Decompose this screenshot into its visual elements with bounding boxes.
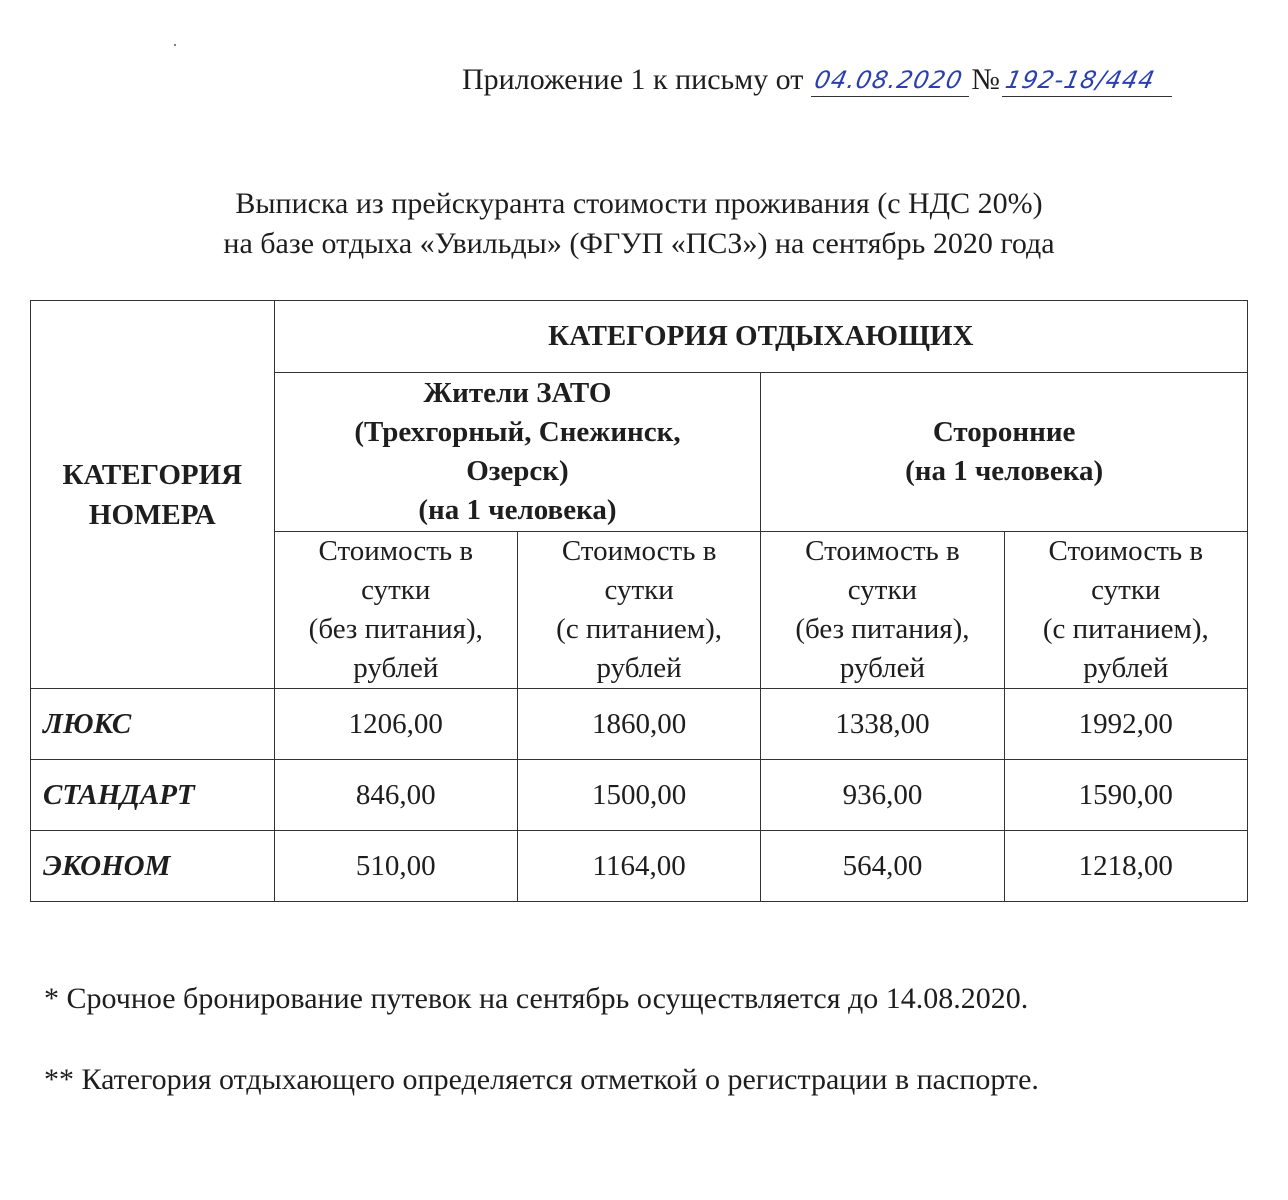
attachment-header	[462, 62, 1174, 97]
letter-number-field	[1002, 62, 1172, 97]
price-cell: 936,00	[761, 760, 1004, 831]
price-cell: 564,00	[761, 831, 1004, 902]
room-name: СТАНДАРТ	[31, 760, 275, 831]
price-cell: 1218,00	[1004, 831, 1247, 902]
price-cell: 1338,00	[761, 689, 1004, 760]
document-title	[0, 184, 1288, 264]
title-line-2: на базе отдыха «Увильды» (ФГУП «ПСЗ») на сентябрь 2020 года	[223, 227, 1055, 260]
room-category-header: КАТЕГОРИЯ НОМЕРА	[31, 301, 275, 689]
price-cell: 846,00	[274, 760, 517, 831]
column-header-zato-no-meals: Стоимость в сутки (без питания), рублей	[274, 532, 517, 689]
column-header-outsiders-no-meals: Стоимость в сутки (без питания), рублей	[761, 532, 1004, 689]
guest-category-header: КАТЕГОРИЯ ОТДЫХАЮЩИХ	[274, 301, 1247, 373]
category-note: ** Категория отдыхающего определяется отметкой о регистрации в паспорте.	[44, 1063, 1039, 1096]
letter-date-field	[811, 62, 969, 97]
group-outsiders: Сторонние (на 1 человека)	[761, 373, 1248, 532]
price-cell: 1860,00	[517, 689, 760, 760]
room-name: ЛЮКС	[31, 689, 275, 760]
price-cell: 1590,00	[1004, 760, 1247, 831]
scan-speck	[174, 44, 176, 46]
table-row-standard	[31, 760, 1248, 831]
title-line-1: Выписка из прейскуранта стоимости проживания (с НДС 20%)	[235, 187, 1043, 220]
column-header-outsiders-with-meals: Стоимость в сутки (с питанием), рублей	[1004, 532, 1247, 689]
letter-number-handwritten: 192-18/444	[1003, 66, 1158, 94]
table-row-economy	[31, 831, 1248, 902]
price-cell: 1206,00	[274, 689, 517, 760]
letter-date-handwritten: 04.08.2020	[812, 66, 966, 94]
group-zato-residents: Жители ЗАТО (Трехгорный, Снежинск, Озерск) (на 1 человека)	[274, 373, 761, 532]
table-row-lux	[31, 689, 1248, 760]
room-name: ЭКОНОМ	[31, 831, 275, 902]
price-cell: 510,00	[274, 831, 517, 902]
price-table	[30, 300, 1248, 902]
column-header-zato-with-meals: Стоимость в сутки (с питанием), рублей	[517, 532, 760, 689]
price-cell: 1992,00	[1004, 689, 1247, 760]
attachment-header-prefix: Приложение 1 к письму от	[462, 63, 804, 96]
booking-note: * Срочное бронирование путевок на сентябрь осуществляется до 14.08.2020.	[44, 982, 1029, 1015]
price-cell: 1500,00	[517, 760, 760, 831]
number-sign: №	[971, 63, 1001, 96]
price-cell: 1164,00	[517, 831, 760, 902]
